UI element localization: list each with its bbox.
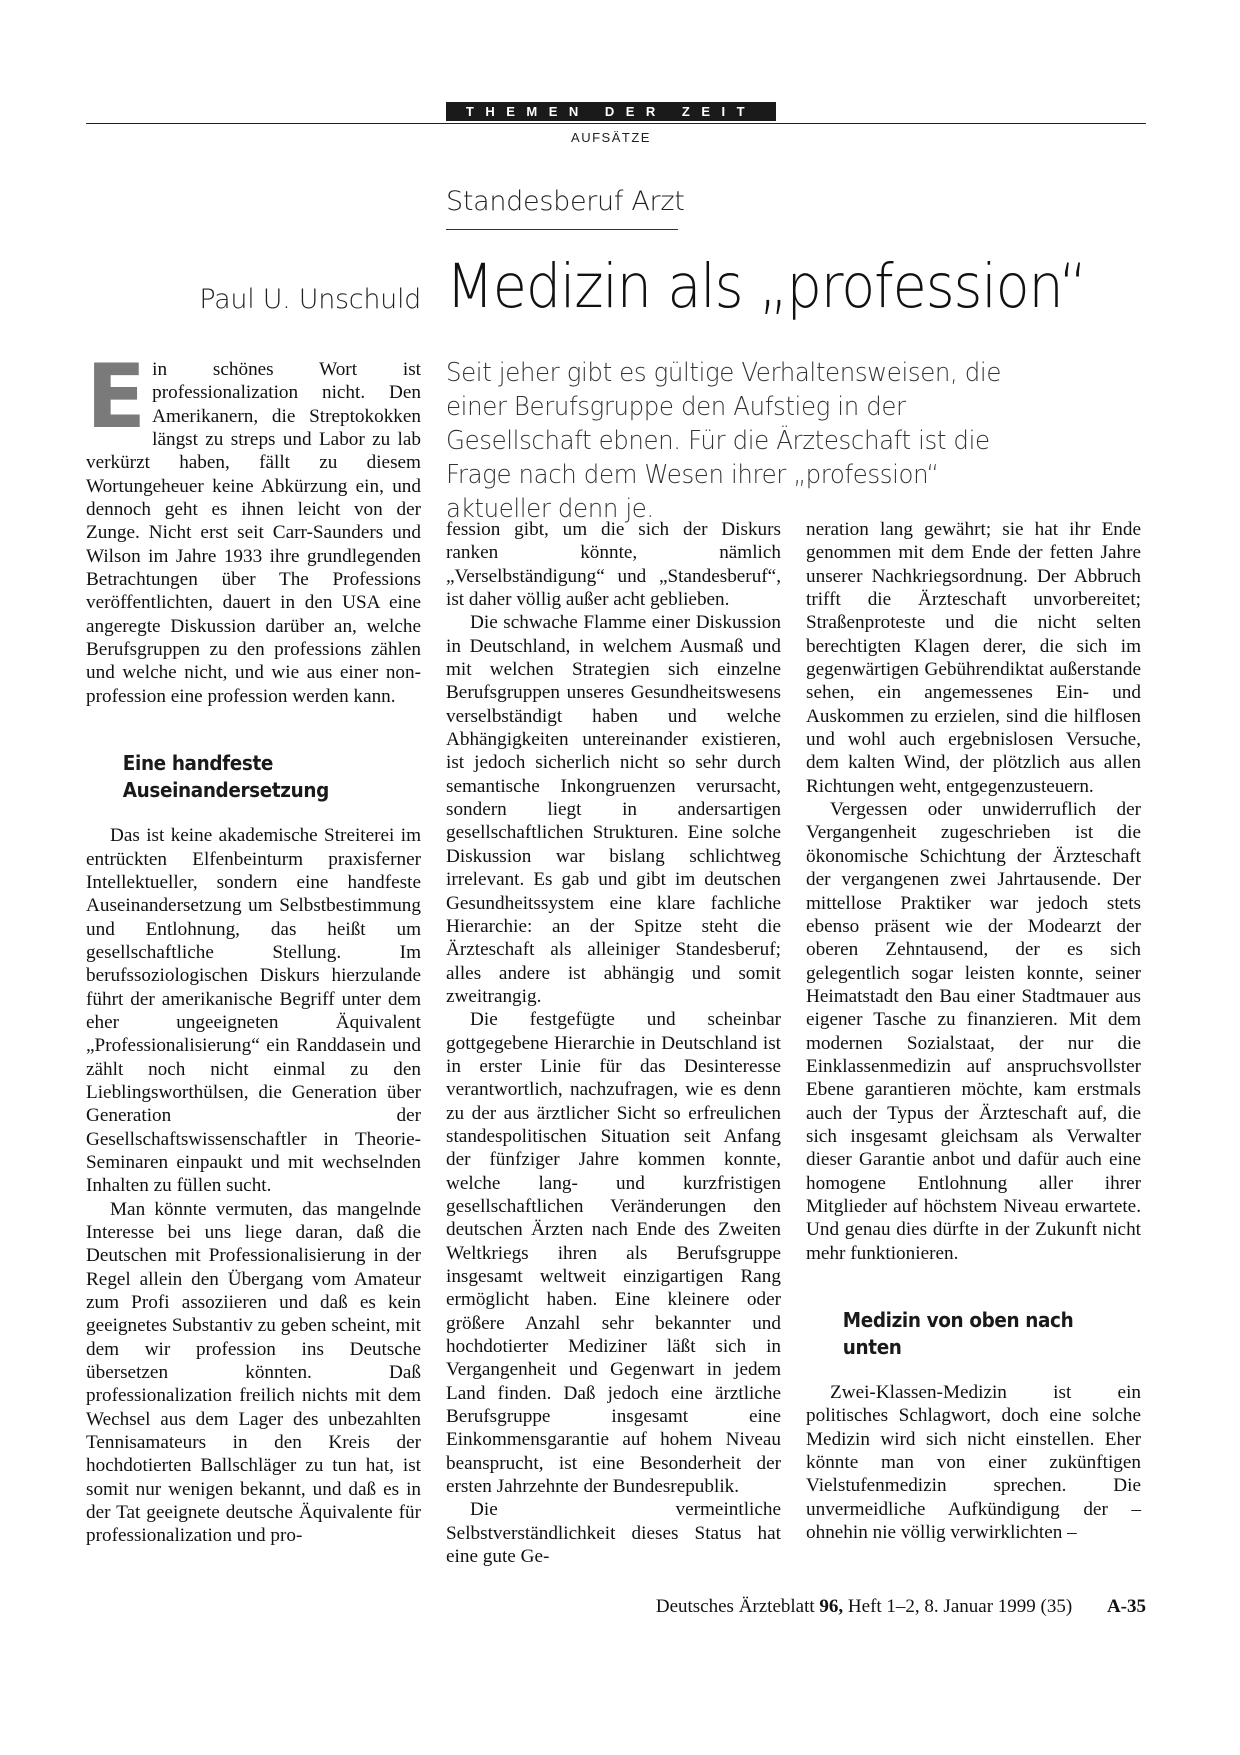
section-subhead: Eine handfeste Auseinandersetzung [122,751,329,803]
paragraph: fession gibt, um die sich der Diskurs ranken könnte, nämlich „Verselbständigung“ und „Standesberuf“, ist daher völlig außer acht geblieben. [446,519,781,611]
paragraph: Man könnte vermuten, das mangelnde Interesse bei uns liege daran, daß die Deutschen mit Professionalisierung in der Regel allein den Übergang vom Amateur zum Profi assoziieren und daß es kein geeignetes Substantiv zu geben scheint, mit dem wir profession ins Deutsche übersetzen könnten. Daß professionalization freilich nichts mit dem Wechsel aus dem Lager des unbezahlten Tennisamateurs in den Kreis der hochdotierten Ballschläger zu tun hat, ist somit nur wenigen bekannt, und daß es in der Tat geeignete deutsche Äquivalente für professionalization und pro- [86,1198,421,1547]
subsection-label: AUFSÄTZE [571,130,651,145]
text-column-1 [86,345,421,1548]
text-column-3 [806,518,1141,1544]
article-kicker: Standesberuf Arzt [446,186,685,217]
journal-volume: 96, [819,1596,844,1617]
journal-name: Deutsches Ärzteblatt [655,1596,815,1617]
journal-issue: Heft 1–2, 8. Januar 1999 (35) [847,1596,1073,1617]
paragraph: Die schwache Flamme einer Diskussion in Deutschland, in welchem Ausmaß und mit welchen Strategien sich einzelne Berufsgruppen unseres Gesundheitswesens verselbständigt haben und welche Abhängigkeiten untereinander existieren, ist jedoch sicherlich nicht so sehr durch semantische Inkongruenzen verursacht, sondern liegt in andersartigen gesellschaftlichen Strukturen. Eine solche Diskussion war bislang schlichtweg irrelevant. Es gab und gibt im deutschen Gesundheitssystem eine klare fachliche Hierarchie: an der Spitze steht die Ärzteschaft als alleiniger Standesberuf; alles andere ist abhängig und somit zweitrangig. [446,612,781,1007]
kicker-underline [446,229,678,230]
section-subhead: Medizin von oben nach unten [842,1308,1074,1359]
paragraph: Ein schönes Wort ist professionalization nicht. Den Amerikanern, die Streptokokken längst zu streps und Labor zu lab verkürzt haben, fällt zu diesem Wortungeheuer keine Abkürzung ein, und dennoch geht es ihnen leicht von der Zunge. Nicht erst seit Carr-Saunders und Wilson im Jahre 1933 ihre grundlegenden Betrachtungen über The Professions veröffentlichten, dauert in den USA eine angeregte Diskussion darüber an, welche Berufsgruppen zu den professions zählen und welche nicht, und wie aus einer non-profession eine profession werden kann. [86,345,421,707]
section-banner: THEMEN DER ZEIT [446,102,776,121]
article-title: Medizin als „profession“ [446,251,1087,322]
text-column-2 [446,518,781,1568]
page-number: A-35 [1106,1596,1146,1617]
paragraph: Die vermeintliche Selbstverständlichkeit dieses Status hat eine gute Ge- [446,1499,781,1568]
paragraph: neration lang gewährt; sie hat ihr Ende genommen mit dem Ende der fetten Jahre unserer Nachkriegsordnung. Der Abbruch trifft die Ärzteschaft unvorbereitet; Straßenproteste und die nicht selten berechtigten Klagen derer, die sich im gegenwärtigen Gebührendiktat außerstande sehen, ein angemessenes Ein- und Auskommen zu erzielen, sind die hilflosen und wohl auch ergebnislosen Versuche, dem kalten Wind, der plötzlich aus allen Richtungen weht, entgegenzusteuern. [806,519,1141,797]
paragraph: Die festgefügte und scheinbar gottgegebene Hierarchie in Deutschland ist in erster Linie für das Desinteresse verantwortlich, nachzufragen, wie es denn zu der aus ärztlicher Sicht so erfreulichen standespolitischen Situation seit Anfang der fünfziger Jahre kommen konnte, welche lang- und kurzfristigen gesellschaftlichen Veränderungen den deutschen Ärzten nach Ende des Zweiten Weltkriegs ihren als Berufsgruppe insgesamt weltweit einzigartigen Rang ermöglicht haben. Eine kleinere oder größere Anzahl sehr bekannter und hochdotierter Mediziner läßt sich in Vergangenheit und Gegenwart in jedem Land finden. Daß jedoch eine ärztliche Berufsgruppe insgesamt eine Einkommensgarantie auf hohem Niveau beansprucht, ist eine Besonderheit der ersten Jahrzehnte der Bundesrepublik. [446,1009,781,1498]
paragraph: Zwei-Klassen-Medizin ist ein politisches Schlagwort, doch eine solche Medizin wird sich nicht einstellen. Eher könnte man von einer zukünftigen Vielstufenmedizin sprechen. Die unvermeidliche Aufkündigung der – ohnehin nie völlig verwirklichten – [806,1382,1141,1544]
author-name: Paul U. Unschuld [199,284,421,315]
article-lead: Seit jeher gibt es gültige Verhaltensweisen, die einer Berufsgruppe den Aufstieg in der Gesellschaft ebnen. Für die Ärzteschaft ist die Frage nach dem Wesen ihrer „profession“ aktueller denn je. [446,358,1001,524]
header-rule [86,123,1146,124]
page-footer [600,1596,1146,1618]
drop-cap: E [86,345,147,448]
paragraph: Vergessen oder unwiderruflich der Vergangenheit zugeschrieben ist die ökonomische Schichtung der Ärzteschaft der vergangenen zwei Jahrtausende. Der mittellose Praktiker war jedoch stets ebenso präsent wie der Modearzt der oberen Zehntausend, der es sich gelegentlich sogar leisten konnte, seiner Heimatstadt den Bau einer Stadtmauer aus eigener Tasche zu finanzieren. Mit dem modernen Sozialstaat, der nur die Einklassenmedizin auf anspruchsvollster Ebene garantieren möchte, kam erstmals auch der Typus der Ärzteschaft auf, die sich insgesamt gleichsam als Verwalter dieser Garantie anbot und dafür auch eine homogene Entlohnung aller ihrer Mitglieder auf höchstem Niveau erwartete. Und genau dies dürfte in der Zukunft nicht mehr funktionieren. [806,799,1141,1264]
paragraph: Das ist keine akademische Streiterei im entrückten Elfenbeinturm praxisferner Intellektueller, sondern eine handfeste Auseinandersetzung um Selbstbestimmung und Entlohnung, das heißt um gesellschaftliche Stellung. Im berufssoziologischen Diskurs hierzulande führt der amerikanische Begriff unter dem eher ungeeigneten Äquivalent „Professionalisierung“ ein Randdasein und zählt noch nicht einmal zu den Lieblingsworthülsen, die Generation über Generation der Gesellschaftswissenschaftler in Theorie-Seminaren einpaukt und mit wechselnden Inhalten zu füllen sucht. [86,825,421,1197]
